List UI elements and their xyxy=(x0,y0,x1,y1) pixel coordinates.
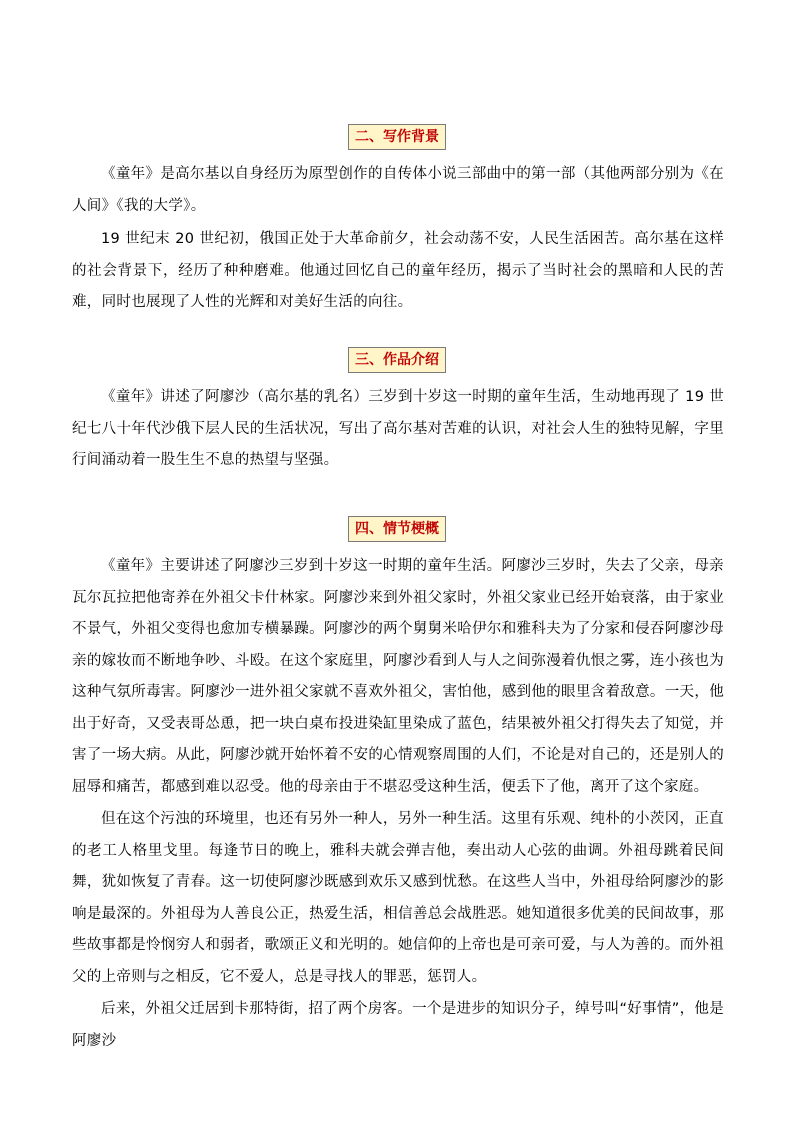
heading-label: 四、情节梗概 xyxy=(348,516,446,542)
section-heading-writing-background xyxy=(0,124,794,150)
paragraph: 《童年》主要讲述了阿廖沙三岁到十岁这一时期的童年生活。阿廖沙三岁时，失去了父亲，母亲瓦尔瓦拉把他寄养在外祖父卡什林家。阿廖沙来到外祖父家时，外祖父家业已经开始衰落，由于家业不景气，外祖父变得也愈加专横暴躁。阿廖沙的两个舅舅米哈伊尔和雅科夫为了分家和侵吞阿廖沙母亲的嫁妆而不断地争吵、斗殴。在这个家庭里，阿廖沙看到人与人之间弥漫着仇恨之雾，连小孩也为这种气氛所毒害。阿廖沙一进外祖父家就不喜欢外祖父，害怕他，感到他的眼里含着敌意。一天，他出于好奇，又受表哥怂恿，把一块白桌布投进染缸里染成了蓝色，结果被外祖父打得失去了知觉，并害了一场大病。从此，阿廖沙就开始怀着不安的心情观察周围的人们，不论是对自己的，还是别人的屈辱和痛苦，都感到难以忍受。他的母亲由于不堪忍受这种生活，便丢下了他，离开了这个家庭。 xyxy=(72,558,724,795)
paragraph: 19 世纪末 20 世纪初，俄国正处于大革命前夕，社会动荡不安，人民生活困苦。高尔基在这样的社会背景下，经历了种种磨难。他通过回忆自己的童年经历，揭示了当时社会的黑暗和人民的苦难，同时也展现了人性的光辉和对美好生活的向往。 xyxy=(72,231,724,310)
paragraph: 后来，外祖父迁居到卡那特街，招了两个房客。一个是进步的知识分子，绰号叫“好事情”，他是阿廖沙 xyxy=(72,1001,724,1049)
section-heading-plot-summary xyxy=(0,516,794,542)
section-heading-work-introduction xyxy=(0,347,794,373)
heading-label: 三、作品介绍 xyxy=(348,347,446,373)
paragraph: 《童年》是高尔基以自身经历为原型创作的自传体小说三部曲中的第一部（其他两部分别为《在人间》《我的大学》。 xyxy=(72,166,724,214)
paragraph: 但在这个污浊的环境里，也还有另外一种人，另外一种生活。这里有乐观、纯朴的小茨冈，正直的老工人格里戈里。每逢节日的晚上，雅科夫就会弹吉他，奏出动人心弦的曲调。外祖母跳着民间舞，犹如恢复了青春。这一切使阿廖沙既感到欢乐又感到忧愁。在这些人当中，外祖母给阿廖沙的影响是最深的。外祖母为人善良公正，热爱生活，相信善总会战胜恶。她知道很多优美的民间故事，那些故事都是怜悯穷人和弱者，歌颂正义和光明的。她信仰的上帝也是可亲可爱，与人为善的。而外祖父的上帝则与之相反，它不爱人，总是寻找人的罪恶，惩罚人。 xyxy=(72,811,724,985)
heading-label: 二、写作背景 xyxy=(348,124,446,150)
paragraph: 《童年》讲述了阿廖沙（高尔基的乳名）三岁到十岁这一时期的童年生活，生动地再现了 19 世纪七八十年代沙俄下层人民的生活状况，写出了高尔基对苦难的认识，对社会人生的独特见解，字里行间涌动着一股生生不息的热望与坚强。 xyxy=(72,389,724,468)
